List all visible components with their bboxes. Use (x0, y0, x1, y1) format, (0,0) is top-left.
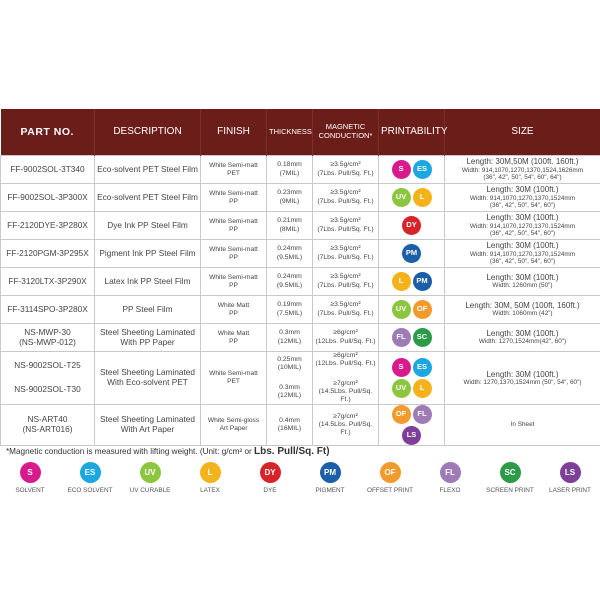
finish-cell (201, 268, 267, 296)
description-cell (95, 405, 201, 446)
thickness-value: (12MIL) (277, 337, 302, 345)
thickness-value: 0.18mm (277, 161, 302, 169)
magnetic-value: (7Lbs. Pull/Sq. Ft.) (317, 309, 374, 317)
description-cell (95, 324, 201, 352)
table-row (1, 212, 600, 240)
header-description: DESCRIPTION (95, 109, 201, 156)
fl-print-icon: FL (392, 328, 411, 347)
printability-icons (388, 300, 436, 319)
magnetic-group (314, 217, 377, 233)
header-magnetic-line2: CONDUCTION* (318, 131, 373, 140)
legend-item (240, 462, 300, 494)
legend-item (360, 462, 420, 494)
magnetic-cell (313, 184, 379, 212)
uv-print-icon: UV (392, 188, 411, 207)
legend-label: LASER PRINT (549, 487, 591, 494)
description: Steel Sheeting Laminated (99, 367, 196, 378)
thickness-group (268, 245, 311, 261)
finish: PP (229, 309, 238, 317)
legend-item (420, 462, 480, 494)
part-number: FF-3120LTX-3P290X (8, 275, 87, 286)
printability-cell (379, 240, 445, 268)
thickness-group (268, 417, 311, 433)
legend-label: PIGMENT (315, 487, 345, 494)
thickness-cell (267, 184, 313, 212)
pm-print-icon: PM (402, 244, 421, 263)
printability-icons (388, 405, 436, 445)
table-row (1, 296, 600, 324)
description-cell (95, 268, 201, 296)
description: Eco-solvent PET Steel Film (97, 163, 198, 174)
es-print-icon: ES (413, 160, 432, 179)
l-legend-icon: L (200, 462, 221, 483)
size-value: In Sheet (510, 421, 535, 429)
thickness-value: 0.21mm (277, 217, 302, 225)
part-number-cell (1, 212, 95, 240)
magnetic-cell (313, 324, 379, 352)
part-number: (NS-MWP-012) (19, 336, 76, 347)
magnetic-value: ≥6g/cm² (333, 352, 358, 359)
thickness-group (268, 301, 311, 317)
printability-icons (388, 188, 436, 207)
magnetic-group (314, 273, 377, 289)
printability-legend (0, 462, 600, 494)
finish: PP (229, 225, 238, 233)
s-print-icon: S (392, 358, 411, 377)
magnetic-value: (14.5Lbs. Pull/Sq. Ft.) (318, 421, 373, 437)
part-number: FF-9002SOL-3T340 (10, 163, 85, 174)
size-value: Width: 914,1070,1270,1370,1524mm (469, 250, 576, 258)
description-cell (95, 352, 201, 405)
magnetic-group (314, 380, 377, 404)
size-cell (445, 324, 600, 352)
s-print-icon: S (392, 160, 411, 179)
thickness-cell (267, 296, 313, 324)
header-size: SIZE (445, 109, 600, 156)
description: With Art Paper (120, 424, 175, 435)
legend-label: FLEXO (439, 487, 461, 494)
finish-cell (201, 352, 267, 405)
footnote-unit: Lbs. Pull/Sq. Ft) (254, 446, 330, 457)
thickness-value: 0.24mm (277, 245, 302, 253)
part-number: NS-MWP-30 (24, 326, 71, 337)
thickness-cell (267, 240, 313, 268)
magnetic-group (314, 189, 377, 205)
magnetic-cell (313, 212, 379, 240)
part-number-cell (1, 268, 95, 296)
thickness-cell (267, 268, 313, 296)
magnetic-value: (7Lbs. Pull/Sq. Ft.) (317, 169, 374, 177)
legend-item (300, 462, 360, 494)
thickness-cell (267, 156, 313, 184)
thickness-value: (9.5MIL) (276, 253, 303, 261)
magnetic-value: ≥7g/cm² (333, 413, 358, 421)
thickness-value: (16MIL) (277, 425, 302, 433)
printability-cell (379, 212, 445, 240)
size-value: Length: 30M, 50M (100ft, 160ft.) (465, 301, 580, 310)
size-value: (36", 42", 50", 54", 60") (489, 202, 556, 210)
l-print-icon: L (413, 188, 432, 207)
legend-label: SCREEN PRINT (486, 487, 534, 494)
magnetic-value: (7Lbs. Pull/Sq. Ft.) (317, 197, 374, 205)
size-value: Width: 914,1070,1270,1370,1524mm (469, 194, 576, 202)
magnetic-group (314, 413, 377, 437)
of-legend-icon: OF (380, 462, 401, 483)
finish: PP (229, 337, 238, 345)
legend-label: SOLVENT (15, 487, 45, 494)
size-value: Width: 1060mm (42") (492, 310, 553, 318)
magnetic-cell (313, 405, 379, 446)
thickness-group (268, 189, 311, 205)
table-row (1, 268, 600, 296)
legend-label: LATEX (200, 487, 220, 494)
printability-icons (388, 358, 436, 398)
description: Pigment Ink PP Steel Film (99, 247, 196, 258)
part-number: (NS-ART016) (22, 424, 73, 435)
printability-cell (379, 405, 445, 446)
magnetic-value: ≥3.5g/cm² (330, 161, 361, 169)
thickness-value: (12MIL) (277, 392, 302, 400)
pm-print-icon: PM (413, 272, 432, 291)
legend-item (480, 462, 540, 494)
size-cell (445, 156, 600, 184)
part-number-cell (1, 240, 95, 268)
part-number: FF-2120PGM-3P295X (6, 247, 89, 258)
sc-print-icon: SC (413, 328, 432, 347)
part-number-cell (1, 352, 95, 405)
size-cell (445, 240, 600, 268)
part-number-cell (1, 324, 95, 352)
part-number-cell (1, 184, 95, 212)
header-finish: FINISH (201, 109, 267, 156)
printability-cell (379, 324, 445, 352)
part-number (2, 371, 93, 385)
thickness-group (268, 273, 311, 289)
printability-icons (388, 272, 436, 291)
header-part-no: PART NO. (1, 109, 95, 156)
es-print-icon: ES (413, 358, 432, 377)
size-cell (445, 405, 600, 446)
l-print-icon: L (392, 272, 411, 291)
finish: White Matt (217, 301, 250, 309)
description-cell (95, 240, 201, 268)
thickness-cell (267, 352, 313, 405)
size-value: Length: 30M (100ft.) (486, 185, 559, 195)
size-cell (445, 184, 600, 212)
finish-cell (201, 240, 267, 268)
footnote (6, 446, 330, 457)
finish-cell (201, 405, 267, 446)
description-cell (95, 184, 201, 212)
fl-legend-icon: FL (440, 462, 461, 483)
finish: White Semi-matt (209, 161, 258, 169)
size-value: (36", 42", 50", 54", 60") (489, 258, 556, 266)
finish-cell (201, 296, 267, 324)
part-number-cell (1, 156, 95, 184)
magnetic-cell (313, 240, 379, 268)
printability-icons (388, 328, 436, 347)
printability-cell (379, 352, 445, 405)
printability-icons (388, 244, 436, 263)
thickness-value: 0.25mm (277, 356, 302, 363)
part-number: NS-9002SOL-T30 (14, 384, 81, 395)
legend-item (540, 462, 600, 494)
thickness-value: (7MIL) (279, 169, 300, 177)
part-number-cell (1, 296, 95, 324)
header-magnetic-line1: MAGNETIC (325, 122, 366, 132)
size-cell (445, 296, 600, 324)
magnetic-value: ≥3.5g/cm² (330, 301, 361, 309)
description: With PP Paper (120, 336, 175, 347)
thickness-value: 0.24mm (277, 273, 302, 281)
printability-cell (379, 296, 445, 324)
pm-legend-icon: PM (320, 462, 341, 483)
table-row (1, 184, 600, 212)
thickness-group (268, 217, 311, 233)
part-number: FF-3114SPO-3P280X (7, 303, 88, 314)
size-value: Width: 914,1070,1270,1370,1524,1626mm (461, 166, 584, 174)
part-number: NS-9002SOL-T25 (14, 360, 81, 371)
fl-print-icon: FL (413, 405, 432, 424)
finish: White Semi-matt (209, 217, 258, 225)
part-number: FF-2120DYE-3P280X (7, 219, 88, 230)
finish: White Semi-matt (209, 245, 258, 253)
magnetic-value: ≥3.5g/cm² (330, 273, 361, 281)
description-cell (95, 296, 201, 324)
thickness-value: 0.4mm (279, 417, 300, 425)
printability-icons (388, 160, 436, 179)
magnetic-value: ≥3.5g/cm² (330, 245, 361, 253)
size-value: Length: 30M (100ft.) (486, 273, 559, 282)
thickness-value: (9MIL) (279, 197, 300, 205)
finish: White Matt (217, 329, 250, 337)
finish-cell (201, 212, 267, 240)
header-thickness: THICKNESS (267, 109, 313, 156)
finish: White Semi-matt (209, 273, 258, 281)
finish: PET (227, 169, 240, 177)
thickness-group (268, 329, 311, 345)
magnetic-group (314, 245, 377, 261)
size-value: (36", 42", 50", 54", 60") (489, 230, 556, 238)
legend-item (0, 462, 60, 494)
magnetic-value: (7Lbs. Pull/Sq. Ft.) (317, 253, 374, 261)
description: Latex Ink PP Steel Film (104, 275, 191, 286)
size-value: Width: 1260mm (50") (492, 282, 553, 290)
finish-cell (201, 156, 267, 184)
magnetic-cell (313, 296, 379, 324)
magnetic-group (314, 352, 377, 368)
magnetic-value: ≥7g/cm² (333, 380, 358, 388)
description: Eco-solvent PET Steel Film (97, 191, 198, 202)
legend-item (180, 462, 240, 494)
l-print-icon: L (413, 379, 432, 398)
magnetic-value: (7Lbs. Pull/Sq. Ft.) (317, 225, 374, 233)
magnetic-value: ≥6g/cm² (333, 329, 358, 337)
magnetic-value: ≥3.5g/cm² (330, 189, 361, 197)
part-number-cell (1, 405, 95, 446)
magnetic-group (314, 301, 377, 317)
thickness-value: (8MIL) (279, 225, 300, 233)
size-cell (445, 212, 600, 240)
thickness-cell (267, 324, 313, 352)
legend-label: OFFSET PRINT (366, 487, 414, 494)
legend-label: ECO SOLVENT (67, 487, 113, 494)
dy-print-icon: DY (402, 216, 421, 235)
table-row (1, 324, 600, 352)
finish: PP (229, 253, 238, 261)
size-cell (445, 352, 600, 405)
finish: PP (229, 197, 238, 205)
finish-cell (201, 184, 267, 212)
thickness-group (268, 384, 311, 400)
table-row (1, 405, 600, 446)
magnetic-value: (12Lbs. Pull/Sq. Ft.) (315, 360, 376, 368)
part-number: NS-ART40 (27, 414, 68, 425)
finish: PP (229, 281, 238, 289)
description: PP Steel Film (122, 303, 173, 314)
description: Steel Sheeting Laminated (99, 414, 196, 425)
legend-label: DYE (263, 487, 277, 494)
thickness-group (268, 161, 311, 177)
size-value: Width: 1270,1524mm(42", 60") (478, 338, 567, 346)
s-legend-icon: S (20, 462, 41, 483)
part-number: FF-9002SOL-3P300X (7, 191, 88, 202)
description: Steel Sheeting Laminated (99, 326, 196, 337)
magnetic-cell (313, 268, 379, 296)
size-value: Width: 1270,1370,1524mm (50", 54", 60") (463, 378, 582, 386)
thickness-group (268, 356, 311, 372)
ls-legend-icon: LS (560, 462, 581, 483)
finish: White Semi-gloss (207, 417, 260, 425)
thickness-value: (7.5MIL) (276, 309, 303, 317)
dy-legend-icon: DY (260, 462, 281, 483)
finish: Art Paper (219, 425, 248, 433)
thickness-value: 0.3mm (279, 384, 300, 392)
size-value: (36", 42", 50", 54", 60", 64") (483, 174, 562, 182)
thickness-cell (267, 212, 313, 240)
header-printability: PRINTABILITY (379, 109, 445, 156)
finish: White Semi-matt (209, 189, 258, 197)
magnetic-value: (7Lbs. Pull/Sq. Ft.) (317, 281, 374, 289)
magnetic-group (314, 329, 377, 345)
size-value: Length: 30M (100ft.) (486, 369, 559, 379)
magnetic-cell (313, 352, 379, 405)
printability-cell (379, 184, 445, 212)
table-row (1, 240, 600, 268)
legend-item (60, 462, 120, 494)
spec-table (0, 109, 600, 446)
of-print-icon: OF (392, 405, 411, 424)
magnetic-group (314, 161, 377, 177)
thickness-cell (267, 405, 313, 446)
of-print-icon: OF (413, 300, 432, 319)
header-magnetic (313, 109, 379, 156)
header-row (1, 109, 600, 156)
description: Dye Ink PP Steel Film (107, 219, 188, 230)
legend-item (120, 462, 180, 494)
table-row (1, 352, 600, 405)
magnetic-value: ≥3.5g/cm² (330, 217, 361, 225)
thickness-value: 0.23mm (277, 189, 302, 197)
footnote-text: *Magnetic conduction is measured with lifting weight. (Unit: g/cm² or (6, 447, 255, 456)
finish-cell (201, 324, 267, 352)
finish: White Semi-matt (209, 370, 258, 378)
legend-label: UV CURABLE (129, 487, 171, 494)
table-body (1, 156, 600, 446)
magnetic-value: (14.5Lbs. Pull/Sq. Ft.) (318, 388, 373, 404)
size-value: Length: 30M (100ft.) (486, 329, 559, 338)
uv-print-icon: UV (392, 379, 411, 398)
size-value: Length: 30M,50M (100ft. 160ft.) (466, 157, 579, 167)
es-legend-icon: ES (80, 462, 101, 483)
description: With Eco-solvent PET (107, 377, 188, 388)
magnetic-value: (12Lbs. Pull/Sq. Ft.) (315, 337, 376, 345)
thickness-value: (10MIL) (277, 364, 302, 372)
thickness-value: 0.3mm (279, 329, 300, 337)
table-row (1, 156, 600, 184)
finish: PET (227, 378, 240, 386)
printability-icons (388, 216, 436, 235)
ls-print-icon: LS (402, 426, 421, 445)
printability-cell (379, 268, 445, 296)
description-cell (95, 212, 201, 240)
thickness-value: (9.5MIL) (276, 281, 303, 289)
size-cell (445, 268, 600, 296)
description-cell (95, 156, 201, 184)
uv-legend-icon: UV (140, 462, 161, 483)
thickness-value: 0.19mm (277, 301, 302, 309)
sc-legend-icon: SC (500, 462, 521, 483)
printability-cell (379, 156, 445, 184)
size-value: Length: 30M (100ft.) (486, 213, 559, 223)
size-value: Length: 30M (100ft.) (486, 241, 559, 251)
magnetic-cell (313, 156, 379, 184)
size-value: Width: 914,1070,1270,1370,1524mm (469, 222, 576, 230)
uv-print-icon: UV (392, 300, 411, 319)
